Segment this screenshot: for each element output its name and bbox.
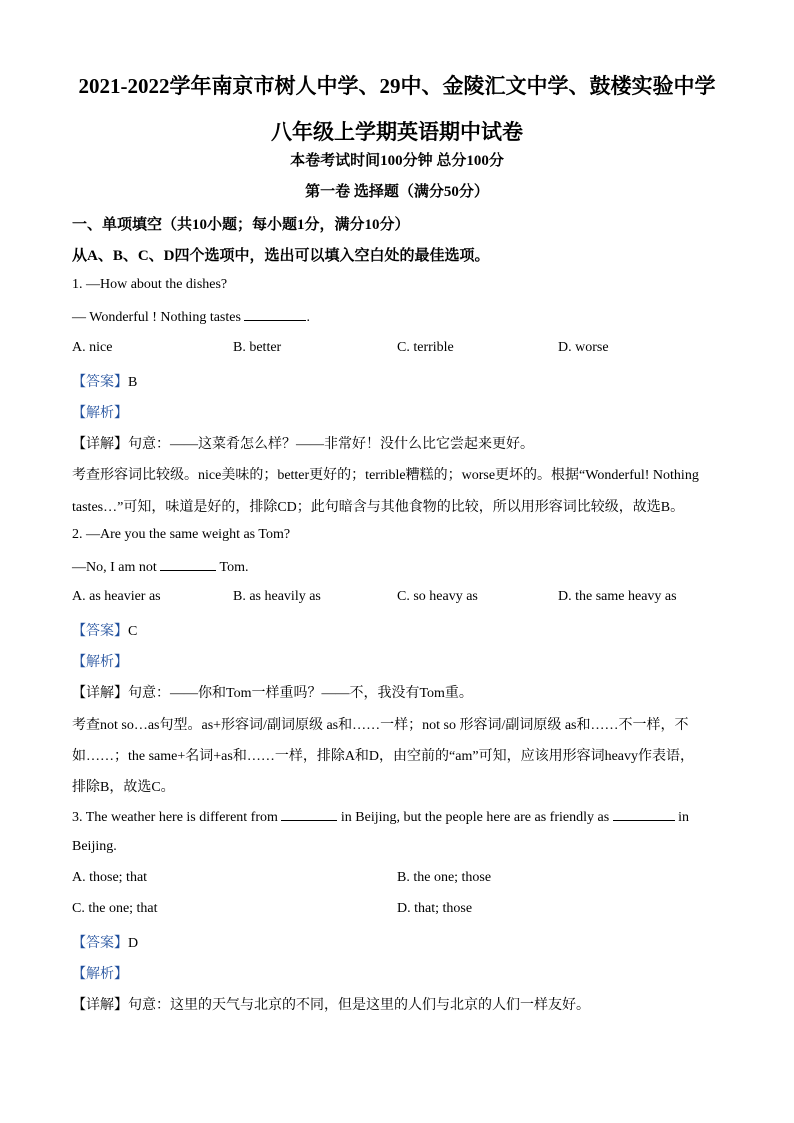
- question-3-stem-part-b: in Beijing, but the people here are as friendly as: [337, 810, 613, 825]
- question-1-detail-text: 句意：——这菜肴怎么样？——非常好！没什么比它尝起来更好。: [128, 437, 534, 452]
- exam-info: 本卷考试时间100分钟 总分100分: [290, 153, 504, 169]
- answer-label: 【答案】: [72, 624, 128, 639]
- answer-label: 【答案】: [72, 375, 128, 390]
- question-3-stem-part-c: in: [674, 810, 690, 825]
- question-3-answer-value: D: [128, 936, 139, 951]
- question-1-explain-line-1: 考查形容词比较级。nice美味的；better更好的；terrible糟糕的；worse更坏的。根据“Wonderful! Nothing: [72, 468, 699, 483]
- question-2-option-b: B. as heavily as: [233, 589, 321, 604]
- question-2-analysis: [72, 651, 128, 671]
- question-1-explain-line-2: tastes…”可知，味道是好的，排除CD；此句暗含与其他食物的比较，所以用形容词比较级，故选B。: [72, 500, 685, 515]
- question-1-option-d: D. worse: [558, 340, 609, 355]
- question-3-answer: [72, 932, 138, 952]
- exam-title: 2021-2022学年南京市树人中学、29中、金陵汇文中学、鼓楼实验中学: [78, 74, 716, 98]
- question-1-stem-part-a: — Wonderful ! Nothing tastes: [72, 310, 245, 325]
- question-3-line1: [72, 808, 689, 826]
- question-2-detail: [72, 682, 473, 702]
- question-2-option-d: D. the same heavy as: [558, 589, 677, 604]
- exam-subtitle: 八年级上学期英语期中试卷: [271, 120, 523, 144]
- question-3-detail-text: 句意：这里的天气与北京的不同，但是这里的人们与北京的人们一样友好。: [128, 998, 590, 1013]
- answer-blank: [613, 808, 675, 821]
- question-1-answer: [72, 371, 137, 391]
- question-1-option-b: B. better: [233, 340, 282, 355]
- question-3-option-d: D. that; those: [397, 901, 473, 916]
- detail-label: 【详解】: [72, 686, 128, 701]
- question-1-line2: [72, 308, 310, 326]
- question-3-option-c: C. the one; that: [72, 901, 158, 916]
- section-instruction: 从A、B、C、D四个选项中，选出可以填入空白处的最佳选项。: [72, 248, 490, 264]
- question-1-detail: [72, 433, 534, 453]
- question-3-analysis: [72, 963, 128, 983]
- question-2-line2: [72, 558, 248, 576]
- question-1-stem: 1. —How about the dishes?: [72, 277, 228, 292]
- question-1-option-a: A. nice: [72, 340, 113, 355]
- question-2-stem-part-a: —No, I am not: [72, 560, 161, 575]
- answer-blank: [244, 308, 306, 321]
- question-2-stem: 2. —Are you the same weight as Tom?: [72, 527, 291, 542]
- question-1-answer-value: B: [128, 375, 138, 390]
- answer-blank: [281, 808, 337, 821]
- answer-blank: [160, 558, 216, 571]
- analysis-label: 【解析】: [72, 406, 128, 421]
- volume-title: 第一卷 选择题（满分50分）: [305, 184, 489, 200]
- question-2-explain-line-2: 如……；the same+名词+as和……一样，排除A和D，由空前的“am”可知，应该用形容词heavy作表语，: [72, 749, 695, 764]
- answer-label: 【答案】: [72, 936, 128, 951]
- question-2-explain-line-3: 排除B，故选C。: [72, 780, 175, 795]
- question-2-answer-value: C: [128, 624, 138, 639]
- detail-label: 【详解】: [72, 998, 128, 1013]
- question-3-stem-part-a: 3. The weather here is different from: [72, 810, 282, 825]
- question-1-option-c: C. terrible: [397, 340, 454, 355]
- question-1-stem-part-b: .: [306, 310, 310, 325]
- question-2-explain-line-1: 考查not so…as句型。as+形容词/副词原级 as和……一样；not so 形容词/副词原级 as和……不一样，不: [72, 718, 689, 733]
- question-3-option-a: A. those; that: [72, 870, 148, 885]
- question-2-stem-part-b: Tom.: [216, 560, 249, 575]
- question-2-answer: [72, 620, 137, 640]
- question-1-analysis: [72, 402, 128, 422]
- analysis-label: 【解析】: [72, 967, 128, 982]
- question-3-line2: Beijing.: [72, 839, 117, 854]
- question-3-option-b: B. the one; those: [397, 870, 492, 885]
- question-2-option-c: C. so heavy as: [397, 589, 478, 604]
- detail-label: 【详解】: [72, 437, 128, 452]
- question-2-detail-text: 句意：——你和Tom一样重吗？——不，我没有Tom重。: [128, 686, 473, 701]
- section-heading: 一、单项填空（共10小题；每小题1分，满分10分）: [72, 217, 410, 233]
- question-2-option-a: A. as heavier as: [72, 589, 161, 604]
- question-3-detail: [72, 994, 590, 1014]
- analysis-label: 【解析】: [72, 655, 128, 670]
